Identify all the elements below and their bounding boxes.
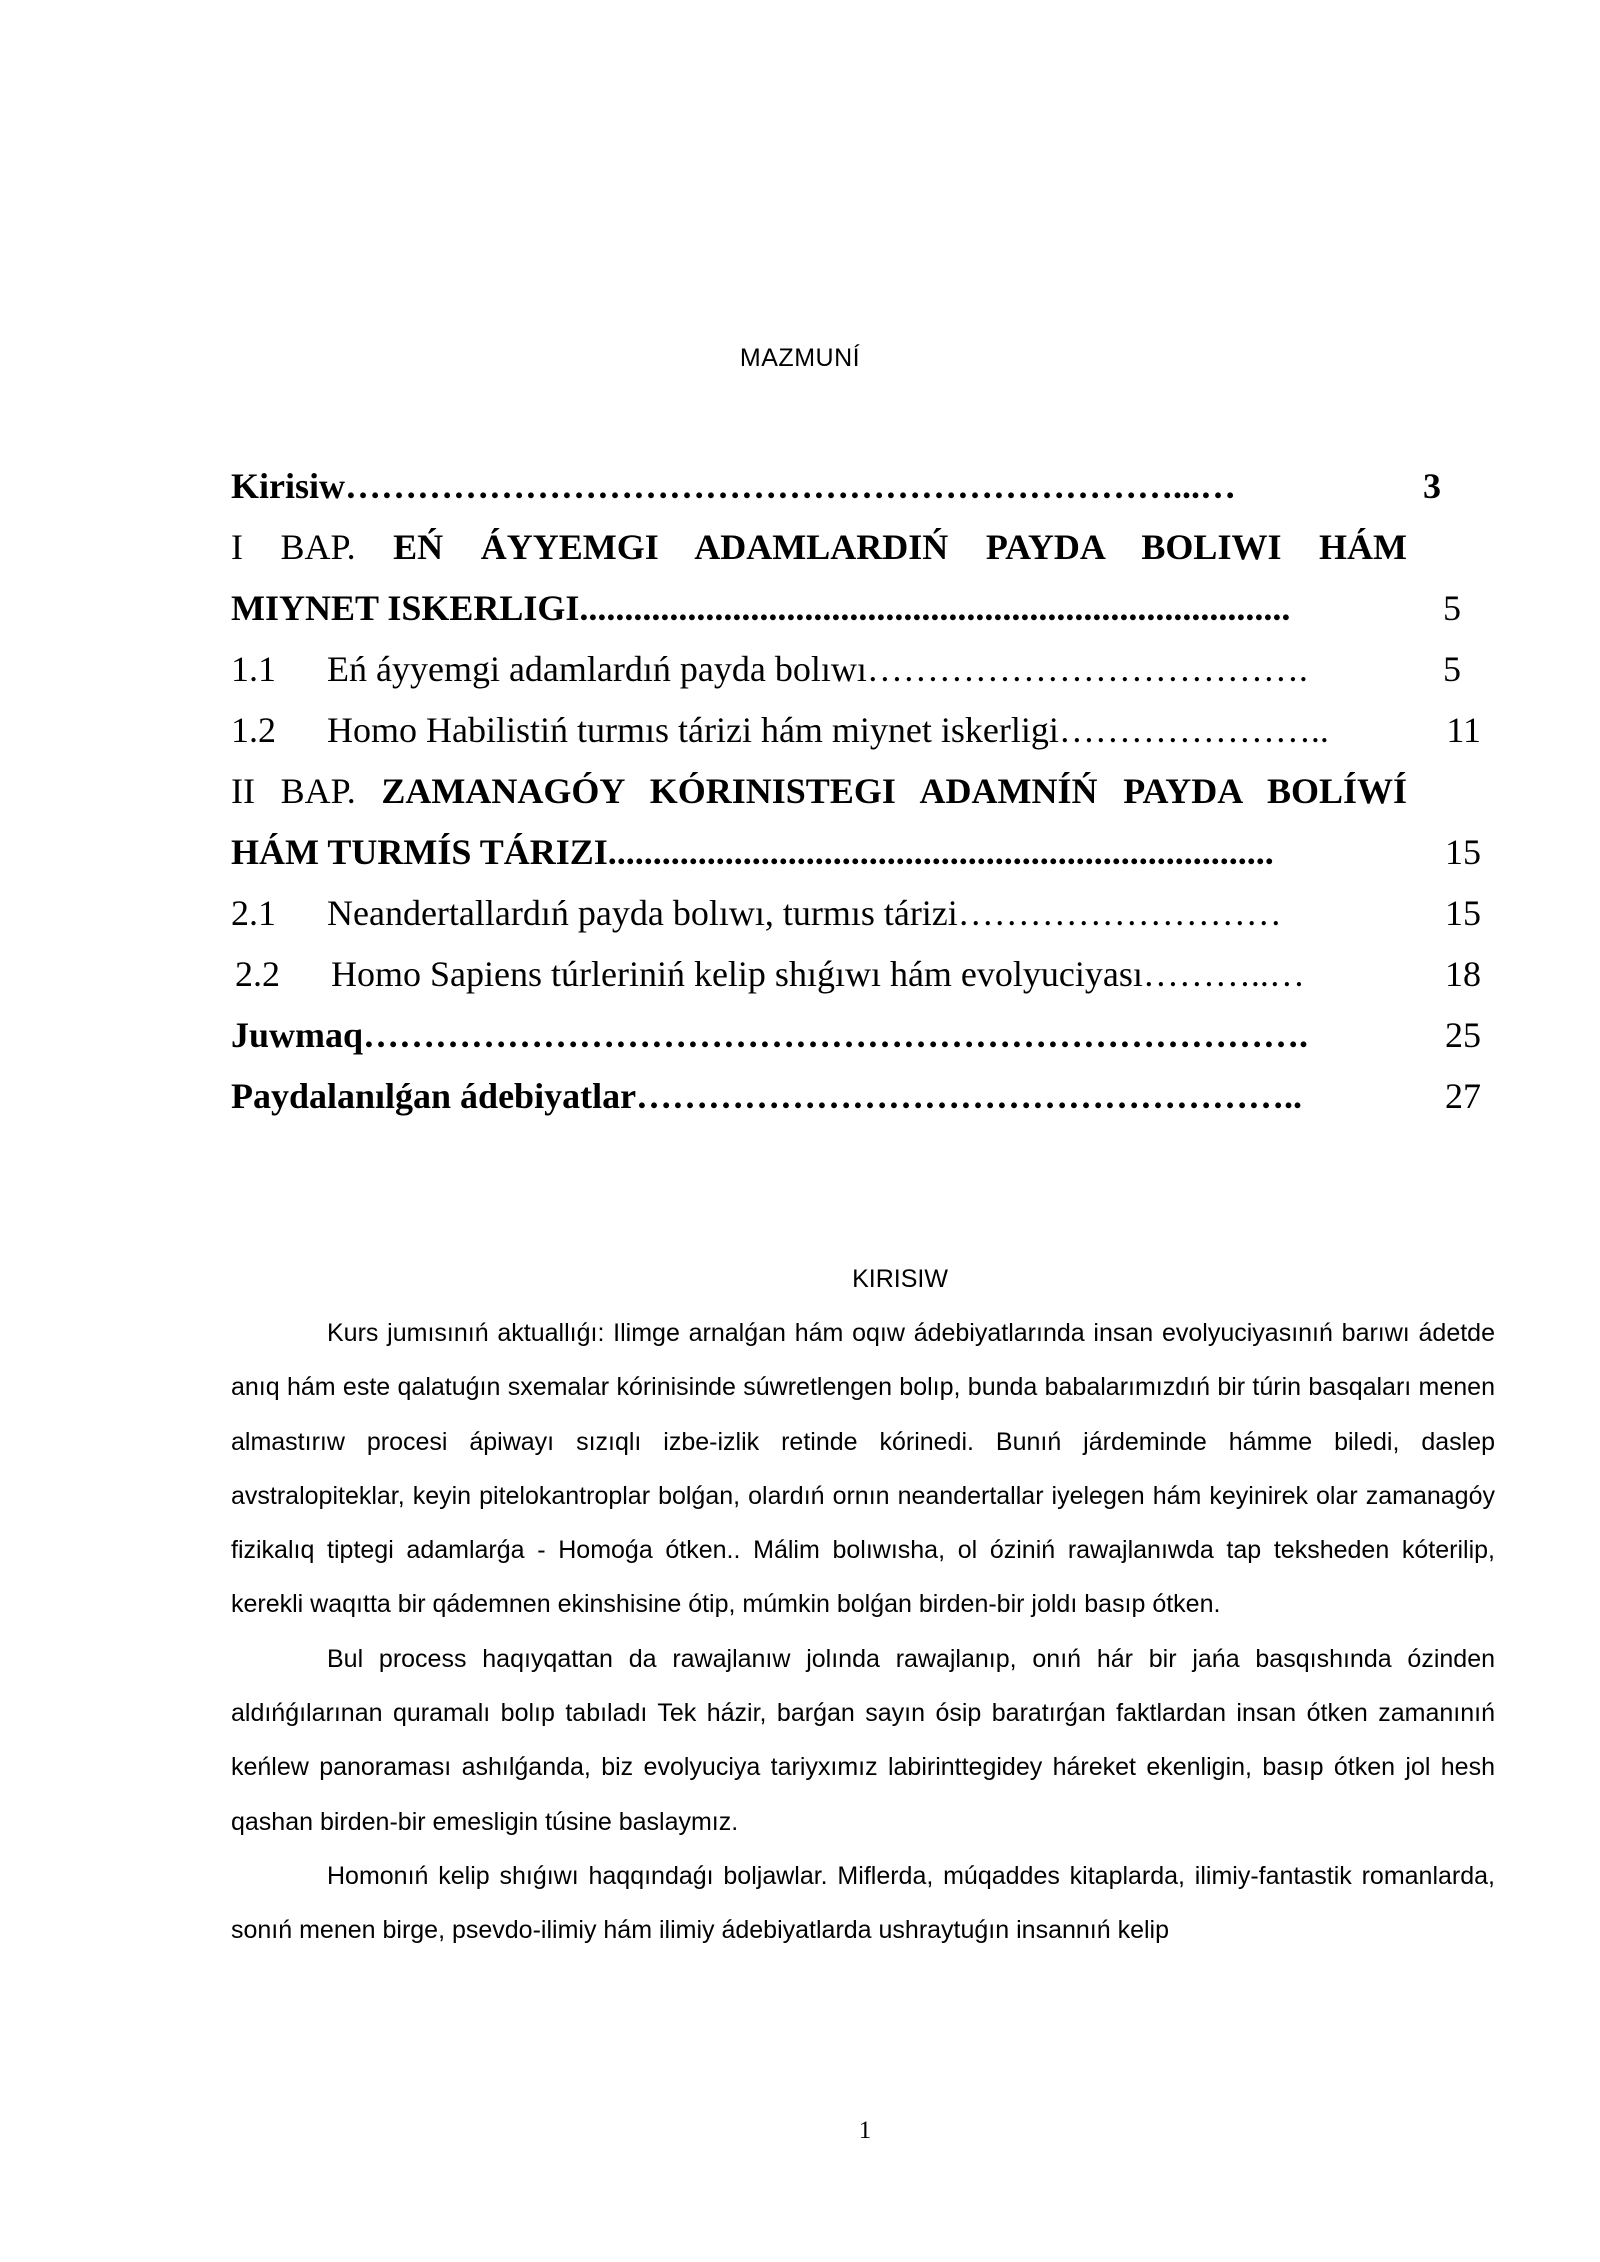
toc-entry-2-1 [231, 883, 1481, 944]
toc-chapter-title: EŃ ÁYYEMGI ADAMLARDIŃ PAYDA BOLIWI HÁM [393, 527, 1407, 567]
paragraph: Homonıń kelip shıǵıwı haqqındaǵı boljawlar. Miflerda, múqaddes kitaplarda, ilimiy-fantastik romanlarda, sonıń menen birge, psevdo-ilimiy hám ilimiy ádebiyatlarda ushraytuǵın insannıń kelip [231, 1861, 1495, 1945]
toc-title: MAZMUNÍ [739, 344, 861, 372]
paragraph: Bul process haqıyqattan da rawajlanıw jolında rawajlanıp, onıń hár bir jańa basqıshında ózinden aldıńǵılarınan quramalı bolıp tabıladı Tek házir, barǵan sayın ósip baratırǵan faktlardan insan ótken zamanınıń keńlew panoraması ashılǵanda, biz evolyuciya tariyxımız labirinttegidey háreket ekenligin, basıp ótken jol hesh qashan birden-bir emesligin túsine baslaymız. [231, 1644, 1495, 1836]
toc-entry-page: 3 [1423, 466, 1441, 506]
toc-entry-text: Eń áyyemgi adamlardıń payda bolıwı………………………………. [327, 649, 1308, 689]
toc-entry-number: 1.2 [231, 710, 276, 750]
toc-entry-number: 1.1 [231, 649, 276, 689]
toc-chapter-number: I BAP. [231, 527, 356, 567]
toc-entry-page: 15 [1445, 832, 1481, 872]
toc-entry-text: MIYNET ISKERLIGI............................................................................... [231, 588, 1291, 628]
section-heading: KIRISIW [852, 1265, 948, 1293]
toc-entry-chapter-2-cont [231, 822, 1481, 883]
intro-body [231, 1306, 1495, 1958]
toc-chapter-2 [231, 761, 1481, 822]
toc-chapter-title: ZAMANAGÓY KÓRINISTEGI ADAMNÍŃ PAYDA BOLÍWÍ [381, 771, 1407, 811]
toc-entry-text: Homo Habilistiń turmıs tárizi hám miynet iskerligi………………….. [327, 710, 1329, 750]
toc-entry-page: 5 [1443, 649, 1461, 689]
toc-entry-number: 2.1 [231, 893, 276, 933]
toc-entry-page: 5 [1443, 588, 1461, 628]
toc-entry-references [231, 1066, 1481, 1127]
table-of-contents [231, 456, 1481, 1127]
toc-entry-page: 25 [1445, 1015, 1481, 1055]
toc-entry-page: 27 [1445, 1076, 1481, 1116]
toc-entry-number: 2.2 [235, 954, 280, 994]
page-number: 1 [858, 2117, 872, 2144]
toc-entry-kirisiw [231, 456, 1481, 517]
toc-entry-1-1 [231, 639, 1481, 700]
toc-entry-1-2 [231, 700, 1481, 761]
toc-entry-text: Homo Sapiens túrleriniń kelip shıǵıwı hám evolyuciyası………..… [331, 954, 1305, 994]
toc-chapter-1 [231, 517, 1481, 578]
toc-entry-text: Juwmaq……………………………………………………………………. [231, 1015, 1309, 1055]
toc-entry-2-2 [231, 944, 1481, 1005]
paragraph: Kurs jumısınıń aktuallıǵı: Ilimge arnalǵan hám oqıw ádebiyatlarında insan evolyuciyasınıń barıwı ádetde anıq hám este qalatuǵın sxemalar kórinisinde súwretlengen bolıp, bunda babalarımızdıń bir túrin basqaları menen almastırıw procesi ápiwayı sızıqlı izbe-izlik retinde kórinedi. Bunıń járdeminde hámme biledi, daslep avstralopiteklar, keyin pitelokantroplar bolǵan, olardıń ornın neandertallar iyelegen hám keyinirek olar zamanagóy fizikalıq tiptegi adamlarǵa - Homoǵa ótken.. Málim bolıwısha, ol óziniń rawajlanıwda tap teksheden kóterilip, kerekli waqıtta bir qádemnen ekinshisine ótip, múmkin bolǵan birden-bir joldı basıp ótken. [231, 1319, 1495, 1619]
toc-chapter-number: II BAP. [231, 771, 356, 811]
toc-entry-page: 18 [1445, 954, 1481, 994]
toc-entry-juwmaq [231, 1005, 1481, 1066]
toc-entry-chapter-1-cont [231, 578, 1481, 639]
toc-entry-text: Neandertallardıń payda bolıwı, turmıs tárizi……………………… [327, 893, 1282, 933]
toc-entry-page: 15 [1445, 893, 1481, 933]
toc-entry-text: HÁM TURMÍS TÁRIZI.......................................................................... [231, 832, 1274, 872]
toc-entry-text: Kirisiw……………………………………………………………...… [231, 466, 1236, 506]
toc-entry-page: 11 [1446, 710, 1481, 750]
toc-entry-text: Paydalanılǵan ádebiyatlar……………………………………………….. [231, 1076, 1303, 1116]
